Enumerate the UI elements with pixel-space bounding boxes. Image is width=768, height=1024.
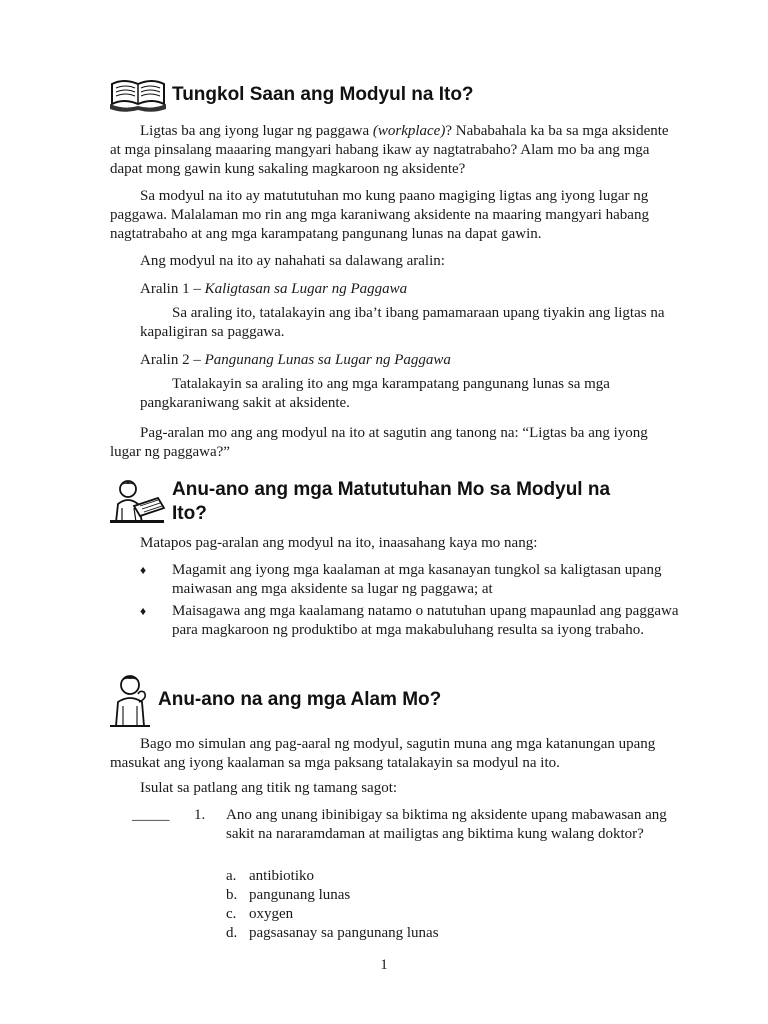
- choice-text: oxygen: [249, 906, 294, 922]
- question-text: Ano ang unang ibinibigay sa biktima ng aksidente upang mabawasan ang sakit na nararamdaman at mailigtas ang biktima kung walang doktor?: [226, 807, 667, 842]
- bullet-text-2: Maisagawa ang mga kaalamang natamo o natutuhan upang mapaunlad ang paggawa para magkaroon ng produktibo at mga makabuluhang resulta sa iyong trabaho.: [172, 603, 679, 638]
- diamond-bullet-icon: ♦: [140, 563, 147, 577]
- lesson-2-desc: Tatalakayin sa araling ito ang mga karampatang pangunang lunas sa mga pangkaraniwang sakit at aksidente.: [140, 376, 610, 411]
- question-number: 1.: [194, 807, 206, 823]
- paragraph-learn-intro: Matapos pag-aralan ang modyul na ito, inaasahang kaya mo nang:: [140, 535, 538, 551]
- paragraph-about-2: Sa modyul na ito ay matututuhan mo kung paano magiging ligtas ang iyong lugar ng paggawa. Malalaman mo rin ang mga karaniwang aksidente na maaring mangyari habang nagtatrabaho at ang mga karampatang pangunang lunas na dapat gawin.: [110, 188, 649, 242]
- choice-letter: c.: [226, 906, 237, 922]
- choice-letter: a.: [226, 868, 237, 884]
- choice-text: pangunang lunas: [249, 887, 351, 903]
- paragraph-about-1: [110, 122, 670, 179]
- paragraph-know-2: Isulat sa patlang ang titik ng tamang sagot:: [140, 780, 398, 796]
- choice-item: [226, 886, 350, 905]
- section-heading-learn-line1: Anu-ano ang mga Matututuhan Mo sa Modyul na: [172, 479, 611, 500]
- answer-blank[interactable]: _____: [132, 807, 170, 823]
- lesson-2-name: Pangunang Lunas sa Lugar ng Paggawa: [204, 352, 451, 368]
- bullet-text-1: Magamit ang iyong mga kaalaman at mga kasanayan tungkol sa kaligtasan upang maiwasan ang mga aksidente sa lugar ng paggawa; at: [172, 562, 662, 597]
- section-heading-learn-line2: Ito?: [172, 503, 207, 524]
- choice-item: [226, 905, 293, 924]
- list-item: [140, 602, 680, 640]
- list-item: [140, 561, 680, 599]
- lesson-2-title: [140, 351, 680, 370]
- lesson-1-name: Kaligtasan sa Lugar ng Paggawa: [204, 281, 408, 297]
- paragraph-about-4: Pag-aralan mo ang ang modyul na ito at sagutin ang tanong na: “Ligtas ba ang iyong lugar ng paggawa?”: [110, 425, 648, 460]
- lesson-1-label: Aralin 1 –: [140, 281, 205, 297]
- thinking-student-icon: [106, 672, 154, 734]
- p1-italic: (workplace): [372, 123, 446, 139]
- lesson-2-label: Aralin 2 –: [140, 352, 205, 368]
- diamond-bullet-icon: ♦: [140, 604, 147, 618]
- choice-text: pagsasanay sa pangunang lunas: [249, 925, 439, 941]
- choice-letter: b.: [226, 887, 238, 903]
- lesson-1-desc: Sa araling ito, tatalakayin ang iba’t ibang pamamaraan upang tiyakin ang ligtas na kapaligiran sa paggawa.: [140, 305, 665, 340]
- page-number: 1: [380, 957, 388, 973]
- paragraph-about-3: Ang modyul na ito ay nahahati sa dalawang aralin:: [140, 253, 445, 269]
- choice-letter: d.: [226, 925, 238, 941]
- choice-text: antibiotiko: [249, 868, 314, 884]
- section-heading-know: Anu-ano na ang mga Alam Mo?: [158, 689, 442, 710]
- p1-text-b: ? Nababahala ka ba sa mga aksidente at mga pinsalang maaaring mangyari habang ikaw ay nagtatrabaho? Alam mo ba ang mga dapat mong gawin kung sakaling magkaroon ng aksidente?: [110, 123, 669, 177]
- section-heading-learn: [172, 478, 610, 526]
- lesson-1-title: [140, 280, 680, 299]
- choice-item: [226, 924, 439, 943]
- open-book-icon: [108, 76, 168, 120]
- p1-text-a: Ligtas ba ang iyong lugar ng paggawa: [140, 123, 373, 139]
- section-heading-about: Tungkol Saan ang Modyul na Ito?: [172, 84, 474, 105]
- reading-student-icon: [108, 478, 166, 530]
- choice-item: [226, 867, 314, 886]
- paragraph-know-1: Bago mo simulan ang pag-aaral ng modyul, sagutin muna ang mga katanungan upang masukat ang iyong kaalaman sa mga paksang tatalakayin sa modyul na ito.: [110, 736, 656, 771]
